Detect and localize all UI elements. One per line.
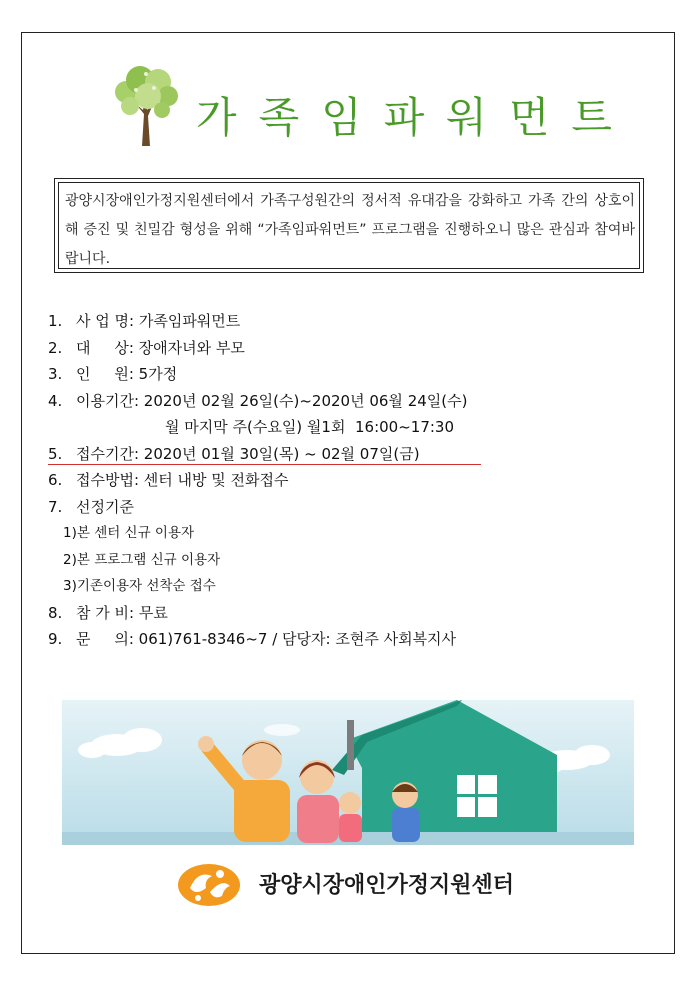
- item-label: 참 가 비:: [76, 603, 135, 622]
- list-item: [48, 308, 648, 335]
- item-value: 월 마지막 주(수요일) 월1회 16:00~17:30: [165, 418, 455, 436]
- list-item: [48, 467, 648, 494]
- list-item: [48, 494, 648, 521]
- info-list: [48, 308, 648, 653]
- item-number: 6.: [48, 471, 63, 489]
- item-number: 8.: [48, 603, 63, 622]
- list-item: [48, 388, 648, 415]
- item-number: 9.: [48, 630, 63, 648]
- item-number: 4.: [48, 391, 63, 410]
- tree-logo-icon: [106, 62, 184, 146]
- criteria-item: 1)본 센터 신규 이용자: [63, 525, 195, 541]
- item-value: 무료: [138, 603, 168, 622]
- item-label: 사 업 명:: [76, 312, 135, 330]
- item-number: 3.: [48, 365, 63, 383]
- intro-text: 광양시장애인가정지원센터에서 가족구성원간의 정서적 유대감을 강화하고 가족 간의 상호이해 증진 및 친밀감 형성을 위해 “가족임파워먼트” 프로그램을 진행하오니 많은 관심과 참여바랍니다.: [58, 182, 640, 269]
- intro-box: [54, 178, 644, 273]
- item-label: 문 의:: [76, 630, 134, 648]
- item-number: 2.: [48, 338, 63, 357]
- list-item-highlighted: [48, 441, 481, 468]
- item-number: 1.: [48, 312, 63, 330]
- item-label: 접수방법:: [76, 471, 140, 489]
- item-value: 장애자녀와 부모: [138, 338, 245, 357]
- org-logo-icon: [176, 862, 242, 908]
- criteria-item: 2)본 프로그램 신규 이용자: [63, 551, 221, 568]
- item-value: 2020년 02월 26일(수)~2020년 06월 24일(수): [143, 391, 468, 410]
- item-label: 이용기간:: [76, 391, 140, 410]
- list-item: [48, 335, 648, 362]
- list-item-continuation: [48, 414, 648, 441]
- family-house-illustration: [62, 700, 634, 845]
- list-item: [48, 600, 648, 627]
- list-item: [48, 361, 648, 388]
- item-label: 선정기준: [76, 497, 134, 516]
- item-label: 대 상:: [76, 338, 134, 357]
- item-value: 가족임파워먼트: [138, 312, 241, 330]
- item-value: 5가정: [138, 365, 178, 383]
- criteria-item: 3)기존이용자 선착순 접수: [63, 578, 216, 594]
- item-number: 7.: [48, 497, 63, 516]
- item-label: 접수기간:: [76, 444, 140, 463]
- item-value: 2020년 01월 30일(목) ~ 02월 07일(금): [143, 444, 420, 463]
- list-item: [48, 626, 648, 653]
- item-value: 센터 내방 및 전화접수: [143, 471, 289, 489]
- org-name: 광양시장애인가정지원센터: [259, 873, 515, 898]
- item-label: 인 원:: [76, 365, 134, 383]
- page-title: 가족임파워먼트: [196, 93, 635, 142]
- item-number: 5.: [48, 444, 63, 463]
- item-value: 061)761-8346~7 / 담당자: 조현주 사회복지사: [138, 630, 457, 648]
